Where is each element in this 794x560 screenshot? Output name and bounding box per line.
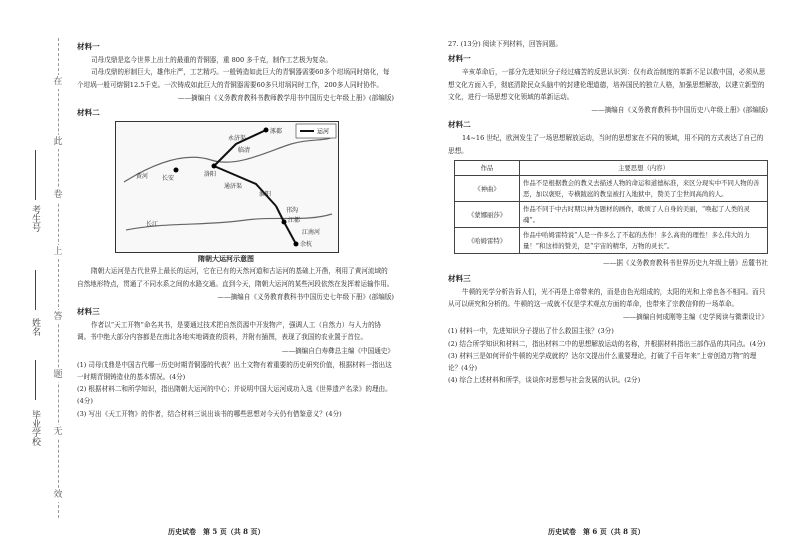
map-label: 江都 bbox=[288, 217, 301, 225]
page-right bbox=[448, 38, 768, 386]
hangou-canal bbox=[276, 206, 284, 222]
material-2-title: 材料二 bbox=[448, 120, 471, 130]
material-2-text: 隋朝大运河是古代世界上最长的运河，它在已有的天然河道和古运河的基础上开凿，利用了黄河流域的自然地形特点，贯通了不同水系之间的水路交通。直到今天，隋朝大运河的某些河段依然在发挥着运输作用。 bbox=[77, 267, 394, 288]
material-3-title: 材料三 bbox=[448, 273, 471, 283]
field-school: 毕业学校 bbox=[30, 410, 40, 446]
field-student-id: 考生号 bbox=[30, 205, 40, 232]
table-cell: 作品中哈姆雷特说“人是一件多么了不起的杰作！多么高贵的理性！多么伟大的力量！”和这样的赞美，是“宇宙的精华，万物的灵长”。 bbox=[520, 228, 768, 254]
table-header-row bbox=[455, 160, 768, 176]
map-label: 余杭 bbox=[300, 241, 313, 249]
page-left bbox=[77, 38, 394, 420]
field-line bbox=[35, 270, 36, 310]
material-2-title: 材料二 bbox=[77, 108, 100, 118]
table-header: 作品 bbox=[455, 160, 520, 176]
question-4: (4) 综合上述材料和所学，谈谈你对思想与社会发展的认识。(2分) bbox=[448, 376, 641, 385]
table-cell: 《神曲》 bbox=[455, 176, 520, 202]
map-label: 临清 bbox=[238, 147, 251, 155]
table-cell: 《哈姆雷特》 bbox=[455, 228, 520, 254]
material-3-source: ——摘编自何成刚等主编《史学阅读与微课设计》 bbox=[622, 313, 768, 322]
material-3-text: 牛顿的光学分析告诉人们，光不再是上帝带来的，而是由色光组成的，太阳的光和上帝也各不相同。而只从可以研究和分析的。牛顿的这一成就不仅是学术观点方面的革命，也带来了宗教信仰的一场革命。 bbox=[448, 287, 766, 308]
binding-margin bbox=[0, 0, 70, 560]
map-label: 长江 bbox=[146, 221, 159, 229]
jiangnan-canal bbox=[284, 222, 296, 244]
map-label: 黄河 bbox=[136, 173, 149, 181]
question-3: (3) 材料三是如何评价牛顿的光学成就的？达尔文提出什么重要理论，打破了千百年来“上帝创造万物”的理论？(4分) bbox=[448, 351, 757, 372]
table-cell: 《蒙娜丽莎》 bbox=[455, 202, 520, 228]
canal-map-figure bbox=[116, 122, 338, 252]
table-row bbox=[455, 202, 768, 228]
seal-char: 题 bbox=[51, 368, 65, 382]
material-3-source: ——摘编自白寿彝总主编《中国通史》 bbox=[281, 346, 394, 355]
page-footer-left: 历史试卷 第 5 页（共 8 页） bbox=[168, 527, 265, 536]
question-2: (2) 根据材料二和所学知识，指出隋朝大运河的中心；并说明中国大运河成功入选《世界遗产名录》的理由。(4分) bbox=[77, 385, 392, 406]
map-label: 江南河 bbox=[302, 229, 321, 237]
material-3-title: 材料三 bbox=[77, 307, 100, 317]
material-2-text: 14~16 世纪，欧洲发生了一场思想解放运动，当时的思想家在不同的领域，用不同的方式表达了自己的思想。 bbox=[448, 134, 764, 155]
question-1: (1) 材料一中，先进知识分子提出了什么救国主张？(3分) bbox=[448, 327, 614, 336]
seal-char: 效 bbox=[51, 488, 65, 502]
material-1-text: 司母戊鼎是迄今世界上出土的最重的青铜器，重 800 多千克，制作工艺极为复杂。 bbox=[91, 56, 332, 65]
field-name: 姓名 bbox=[30, 318, 40, 336]
table-cell: 作品不同于中古时期以神为题材的画作，歌颂了人自身的美丽，“唤起了人类的灵魂”。 bbox=[520, 202, 768, 228]
seal-line bbox=[58, 38, 59, 518]
seal-char: 上 bbox=[51, 245, 65, 259]
question-3: (3) 写出《天工开物》的作者，结合材料三说出该书的哪些思想对今天仍有借鉴意义？(4分) bbox=[77, 409, 342, 418]
material-1-title: 材料一 bbox=[448, 54, 471, 64]
question-27-title: 27. (13分) 阅读下列材料，回答问题。 bbox=[448, 40, 562, 48]
table-cell: 作品不是根据教会的教义去描述人物的命运和道德标准，来区分现实中不同人物的善恶，加以褒贬，专横跋扈的教皇被打入地狱中，赞美了尘世间高尚的人。 bbox=[520, 176, 768, 202]
material-1-text: 辛亥革命后，一部分先进知识分子经过痛苦的反思认识到：仅有政治制度的革新不足以救中国，必须从思想文化方面入手，彻底清除民众头脑中的封建伦理道德，培养国民的独立人格，加强思想解放，以建立新型的文化，进行一场思想文化领域的革新运动。 bbox=[448, 68, 766, 101]
question-1: (1) 司母戊鼎是中国古代哪一历史时期青铜器的代表？出土文物有着重要的历史研究价值，根据材料一指出这一时期青铜铸造业的基本情况。(4分) bbox=[77, 360, 392, 382]
material-1-text-2: 司母戊鼎的形制巨大，雄伟庄严，工艺精巧。一般铸造如此巨大的青铜器需要60多个坩埚同时熔化，每个坩埚一般可熔铜12.5千克。一次铸成如此巨大的青铜器需要60多只坩埚同时工作，200多人同时协作。 bbox=[77, 68, 390, 89]
map-label: 通济渠 bbox=[224, 183, 243, 191]
material-1-source: ——摘编自《义务教育教科书教师教学用书中国历史七年级上册》(部编版) bbox=[177, 93, 394, 102]
map-label: 涿郡 bbox=[270, 128, 283, 136]
table-row bbox=[455, 176, 768, 202]
seal-char: 答 bbox=[51, 310, 65, 324]
map-label: 永济渠 bbox=[228, 135, 247, 143]
seal-char: 卷 bbox=[51, 188, 65, 202]
table-row bbox=[455, 228, 768, 254]
map-label: 淮阳 bbox=[259, 191, 272, 199]
table-source: ——据《义务教育教科书世界历史九年级上册》岳麓书社 bbox=[603, 259, 768, 268]
seal-char: 此 bbox=[51, 135, 65, 149]
canal-map bbox=[115, 121, 339, 253]
map-label: 洛阳 bbox=[204, 171, 217, 179]
material-1-title: 材料一 bbox=[77, 42, 100, 51]
map-label: 邗沟 bbox=[286, 207, 299, 215]
field-line bbox=[35, 150, 36, 200]
question-2: (2) 结合所学知识和材料二，指出材料二中的思想解放运动的名称，并根据材料指出三部作品的共同点。(4分) bbox=[448, 339, 766, 348]
table-header: 主要思想（内容） bbox=[520, 160, 768, 176]
works-table bbox=[454, 160, 768, 255]
field-line bbox=[35, 360, 36, 400]
city-marker bbox=[282, 220, 287, 225]
material-3-text: 作者以“天工开物”命名其书，是要通过技术把自然资源中开发物产，强调人工（自然力）与人力的协调。书中绝大部分内容都是在南北各地实地调查的资料，并附有插图，表现了我国的农业置于首位。 bbox=[77, 321, 382, 342]
city-marker bbox=[264, 128, 269, 133]
seal-char: 在 bbox=[51, 75, 65, 89]
city-marker bbox=[174, 168, 179, 173]
city-marker bbox=[294, 242, 299, 247]
material-2-source: ——摘编自《义务教育教科书中国历史七年级下册》(部编版) bbox=[217, 292, 394, 301]
map-caption: 隋朝大运河示意图 bbox=[198, 254, 254, 264]
city-marker bbox=[212, 164, 217, 169]
material-1-source: ——摘编自《义务教育教科书中国历史八年级上册》(部编版) bbox=[591, 106, 768, 115]
yellow-river bbox=[124, 136, 334, 182]
page-footer-right: 历史试卷 第 6 页（共 8 页） bbox=[548, 527, 645, 536]
seal-char: 无 bbox=[51, 425, 65, 439]
map-label: 长安 bbox=[162, 175, 175, 183]
legend-label: 运河 bbox=[317, 128, 330, 136]
